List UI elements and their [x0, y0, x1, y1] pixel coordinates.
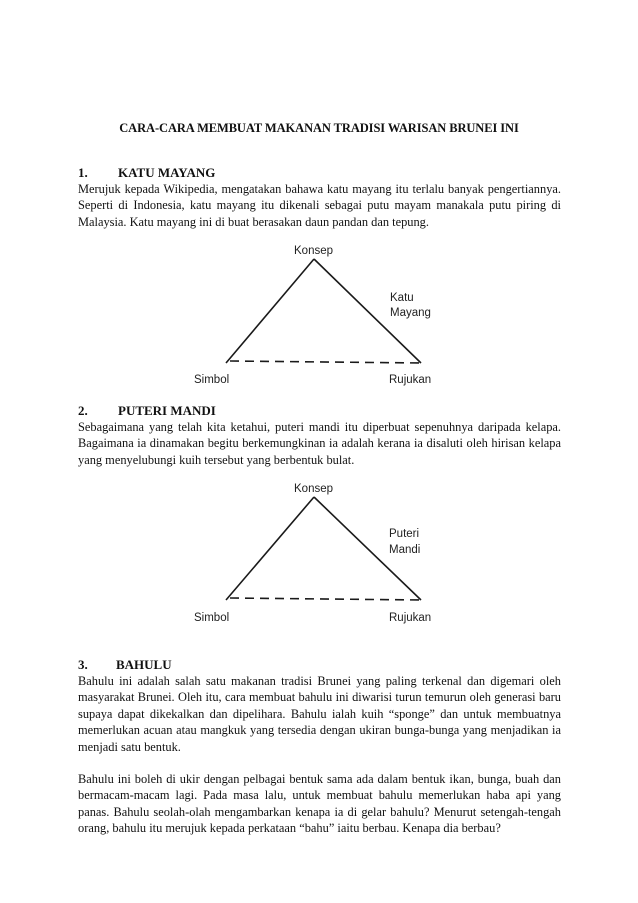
section-3-paragraph-2: Bahulu ini boleh di ukir dengan pelbagai bentuk sama ada dalam bentuk ikan, bunga, buah dan bermacam-macam lagi. Pada masa lalu, untuk membuat bahulu memerlukan haba api yang panas. Bahulu seolah-olah mengambarkan kenapa ia di gelar bahulu? Menurut setengah-tengah orang, bahulu itu merujuk kepada perkataan “bahu” iaitu berbau. Kenapa dia berbau?: [78, 772, 561, 836]
diagram-label-simbol: Simbol: [194, 374, 230, 386]
section-3-number: 3.: [78, 657, 88, 672]
diagram-label-rujukan: Rujukan: [389, 374, 432, 386]
section-3-title: BAHULU: [116, 657, 172, 672]
section-1-number: 1.: [78, 165, 88, 180]
diagram-label-side-1: Puteri: [389, 528, 420, 540]
document-title: CARA-CARA MEMBUAT MAKANAN TRADISI WARISAN BRUNEI INI: [119, 121, 519, 135]
section-2-diagram: [190, 478, 460, 633]
diagram-label-side-1: Katu: [390, 292, 414, 304]
triangle-left-edge: [226, 259, 314, 363]
section-1-title: KATU MAYANG: [118, 165, 216, 180]
section-1-diagram: [190, 240, 460, 395]
diagram-label-side-2: Mandi: [389, 544, 421, 556]
triangle-left-edge: [226, 497, 314, 600]
section-3-heading: [78, 657, 172, 673]
diagram-label-rujukan: Rujukan: [389, 612, 432, 624]
diagram-label-side-2: Mayang: [390, 307, 431, 319]
triangle-base-dashed: [230, 598, 421, 600]
triangle-base-dashed: [230, 361, 421, 363]
diagram-label-konsep: Konsep: [294, 245, 334, 257]
section-2-number: 2.: [78, 403, 88, 418]
diagram-label-konsep: Konsep: [294, 483, 334, 495]
section-2-title: PUTERI MANDI: [118, 403, 216, 418]
section-1-paragraph-1: Merujuk kepada Wikipedia, mengatakan bahawa katu mayang itu terlalu banyak pengertiannya. Seperti di Indonesia, katu mayang itu dikenali sebagai putu mayam manakala putu piring di Malaysia. Katu mayang ini di buat berasakan daun pandan dan tepung.: [78, 182, 561, 229]
section-3-paragraph-1: Bahulu ini adalah salah satu makanan tradisi Brunei yang paling terkenal dan digemari oleh masyarakat Brunei. Oleh itu, cara membuat bahulu ini diwarisi turun temurun oleh generasi baru supaya dapat dikekalkan dan dipelihara. Bahulu ialah kuih “sponge” dan untuk membuatnya memerlukan acuan atau mangkuk yang tersedia dengan ukiran bunga-bunga yang menjadikan ia menjadi satu bentuk.: [78, 674, 561, 754]
section-2-heading: [78, 403, 216, 419]
section-1-heading: [78, 165, 215, 181]
diagram-label-simbol: Simbol: [194, 612, 230, 624]
section-2-paragraph-1: Sebagaimana yang telah kita ketahui, puteri mandi itu diperbuat sepenuhnya daripada kelapa. Bagaimana ia dinamakan begitu berkemungkinan ia adalah kerana ia disaluti oleh hirisan kelapa yang menyelubungi kuih tersebut yang berbentuk bulat.: [78, 420, 561, 467]
